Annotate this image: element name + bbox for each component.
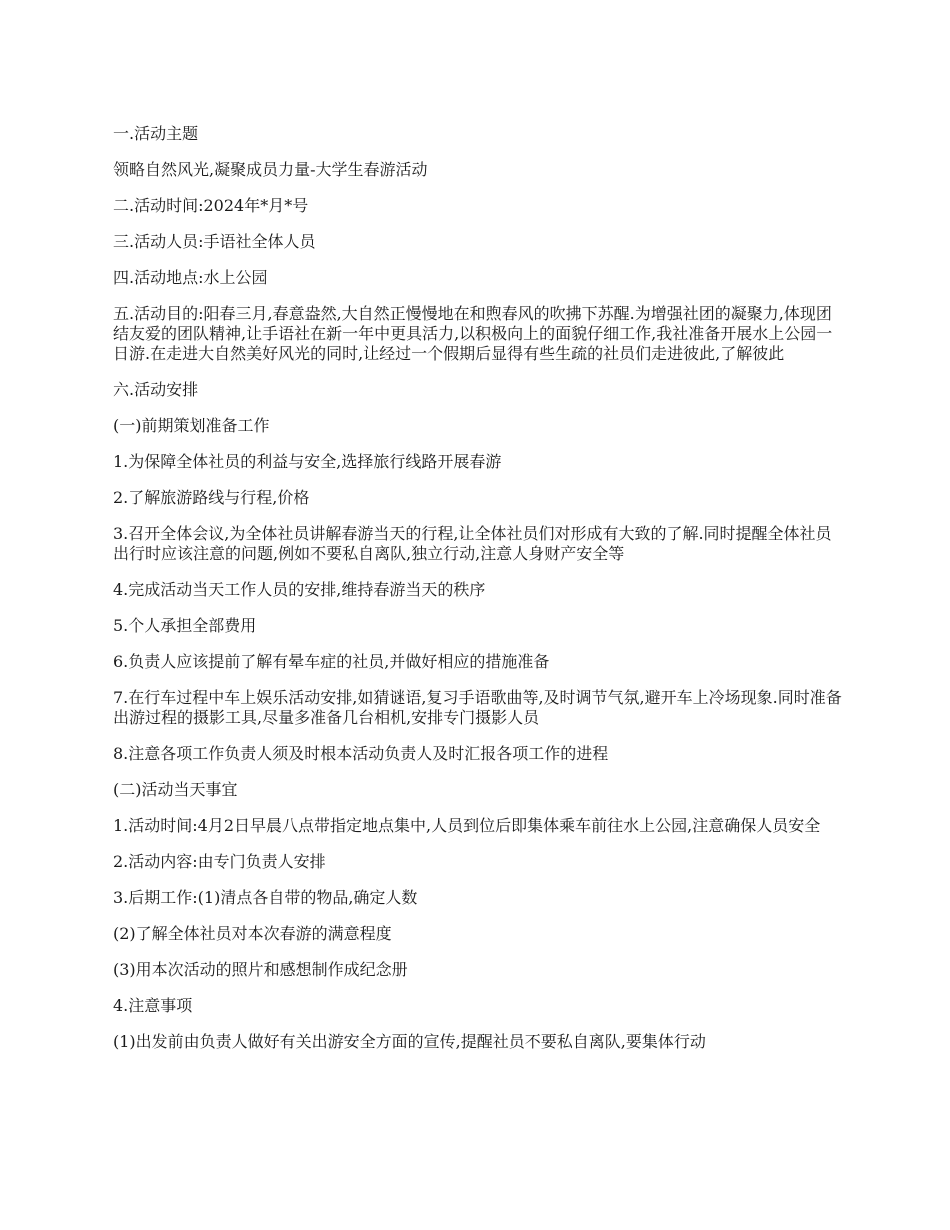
list-item: 2.了解旅游路线与行程,价格 (113, 488, 310, 507)
section-heading-people: 三.活动人员:手语社全体人员 (113, 232, 316, 251)
list-item: 4.注意事项 (113, 996, 193, 1015)
list-item: 2.活动内容:由专门负责人安排 (113, 852, 326, 871)
list-item: 7.在行车过程中车上娱乐活动安排,如猜谜语,复习手语歌曲等,及时调节气氛,避开车上冷场现象.同时准备出游过程的摄影工具,尽量多准备几台相机,安排专门摄影人员 (113, 688, 842, 727)
section-purpose-paragraph: 五.活动目的:阳春三月,春意盎然,大自然正慢慢地在和煦春风的吹拂下苏醒.为增强社团的凝聚力,体现团结友爱的团队精神,让手语社在新一年中更具活力,以积极向上的面貌仔细工作,我社准备开展水上公园一日游.在走进大自然美好风光的同时,让经过一个假期后显得有些生疏的社员们走进彼此,了解彼此 (113, 304, 833, 363)
list-item: 1.活动时间:4月2日早晨八点带指定地点集中,人员到位后即集体乘车前往水上公园,注意确保人员安全 (113, 816, 821, 835)
list-item: (3)用本次活动的照片和感想制作成纪念册 (113, 960, 408, 979)
section-heading-time: 二.活动时间:2024年*月*号 (113, 196, 309, 215)
list-item: (1)出发前由负责人做好有关出游安全方面的宣传,提醒社员不要私自离队,要集体行动 (113, 1032, 706, 1051)
list-item: 5.个人承担全部费用 (113, 616, 257, 635)
list-item: (2)了解全体社员对本次春游的满意程度 (113, 924, 392, 943)
theme-text: 领略自然风光,凝聚成员力量-大学生春游活动 (113, 160, 428, 179)
subsection-heading-day-of: (二)活动当天事宜 (113, 780, 238, 799)
section-heading-arrangement: 六.活动安排 (113, 380, 199, 399)
list-item: 6.负责人应该提前了解有晕车症的社员,并做好相应的措施准备 (113, 652, 550, 671)
list-item: 3.召开全体会议,为全体社员讲解春游当天的行程,让全体社员们对形成有大致的了解.同时提醒全体社员出行时应该注意的问题,例如不要私自离队,独立行动,注意人身财产安全等 (113, 524, 832, 563)
list-item: 8.注意各项工作负责人须及时根本活动负责人及时汇报各项工作的进程 (113, 744, 609, 763)
subsection-heading-preparation: (一)前期策划准备工作 (113, 416, 270, 435)
document-page (113, 124, 843, 1068)
section-heading-theme: 一.活动主题 (113, 124, 199, 143)
list-item: 4.完成活动当天工作人员的安排,维持春游当天的秩序 (113, 580, 486, 599)
section-heading-location: 四.活动地点:水上公园 (113, 268, 268, 287)
list-item: 1.为保障全体社员的利益与安全,选择旅行线路开展春游 (113, 452, 502, 471)
list-item: 3.后期工作:(1)清点各自带的物品,确定人数 (113, 888, 418, 907)
